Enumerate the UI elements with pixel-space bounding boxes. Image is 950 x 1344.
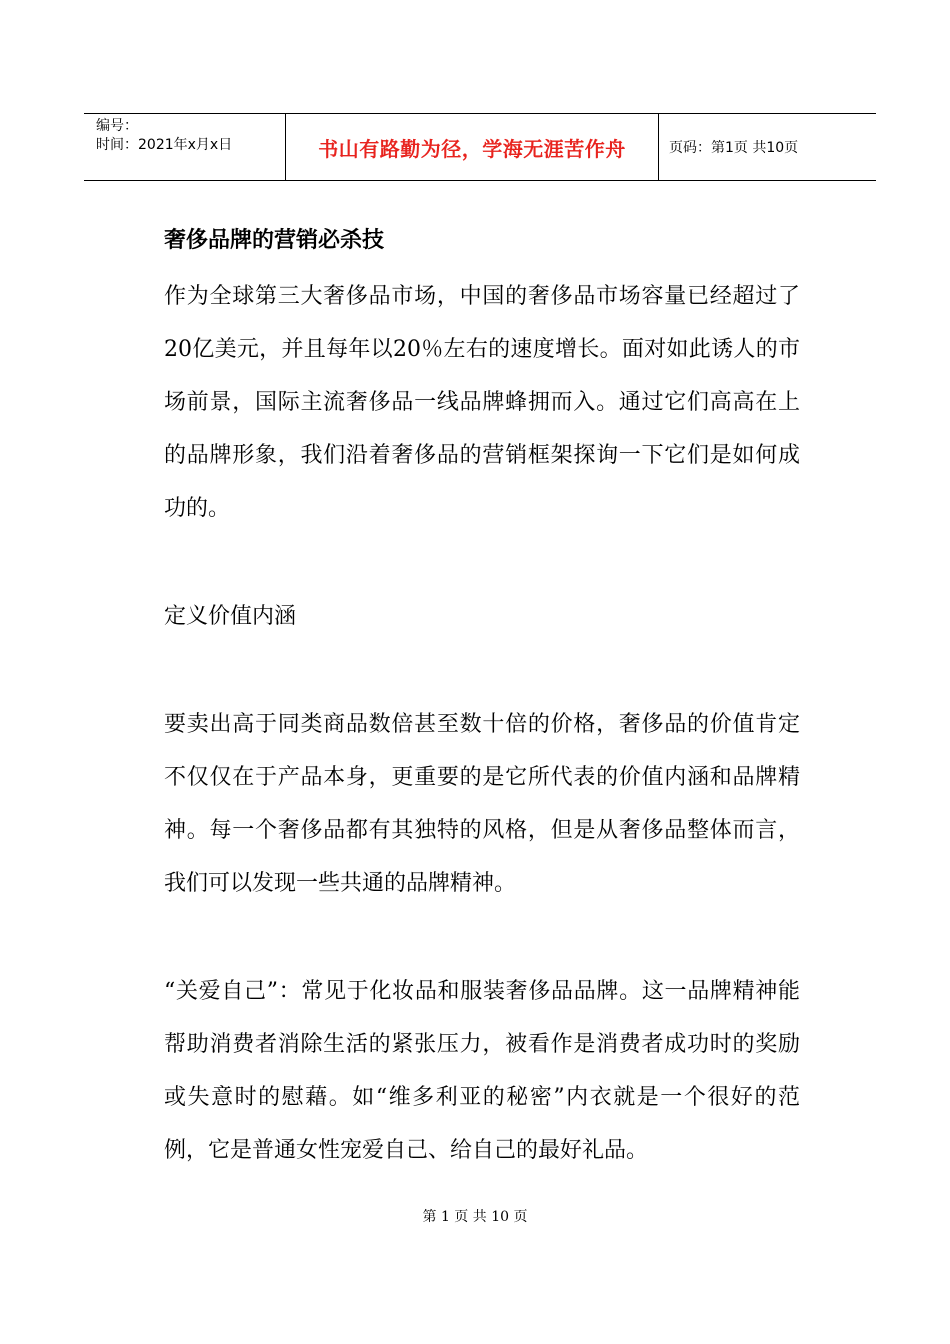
page-footer: 第 1 页 共 10 页 — [422, 1209, 528, 1225]
article-title: 奢侈品牌的营销必杀技 — [164, 228, 385, 253]
paragraph-spacer — [164, 643, 800, 698]
document-header — [84, 113, 876, 181]
header-page-info: 页码：第1页 共10页 — [669, 140, 799, 156]
header-motto: 书山有路勤为径，学海无涯苦作舟 — [286, 114, 659, 180]
value-paragraph: 要卖出高于同类商品数倍甚至数十倍的价格，奢侈品的价值肯定不仅仅在于产品本身，更重要的是它所代表的价值内涵和品牌精神。每一个奢侈品都有其独特的风格，但是从奢侈品整体而言，我们可以发现一些共通的品牌精神。 — [164, 712, 800, 896]
intro-paragraph: 作为全球第三大奢侈品市场，中国的奢侈品市场容量已经超过了20亿美元，并且每年以20％左右的速度增长。面对如此诱人的市场前景，国际主流奢侈品一线品牌蜂拥而入。通过它们高高在上的品牌形象，我们沿着奢侈品的营销框架探询一下它们是如何成功的。 — [164, 284, 800, 521]
article-body — [164, 218, 800, 1177]
paragraph-spacer — [164, 535, 800, 590]
paragraph-spacer — [164, 910, 800, 965]
selfcare-paragraph: “关爱自己”：常见于化妆品和服装奢侈品品牌。这一品牌精神能帮助消费者消除生活的紧张压力，被看作是消费者成功时的奖励或失意时的慰藉。如“维多利亚的秘密”内衣就是一个很好的范例，它是普通女性宠爱自己、给自己的最好礼品。 — [164, 979, 800, 1163]
number-label: 编号： — [96, 118, 138, 134]
section-heading: 定义价值内涵 — [164, 604, 297, 629]
time-label: 时间：2021年x月x日 — [96, 137, 233, 153]
header-meta-cell — [84, 114, 286, 180]
